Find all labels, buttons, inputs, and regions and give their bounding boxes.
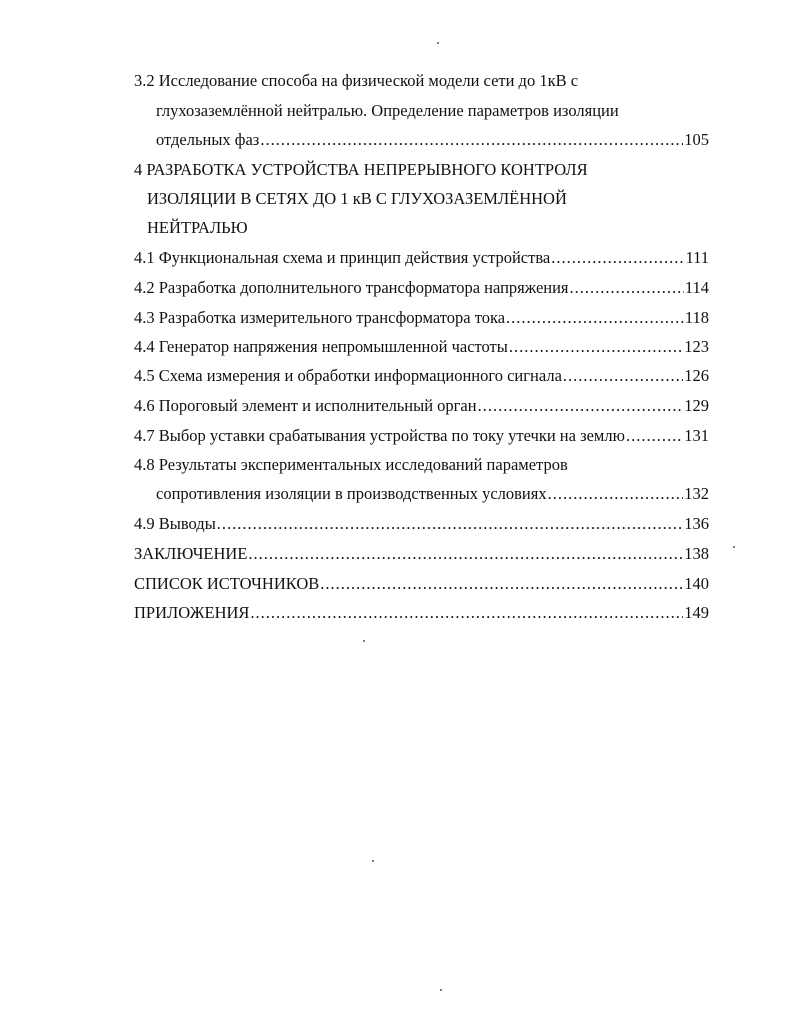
toc-entry-text: отдельных фаз xyxy=(156,130,260,149)
toc-entry-3-2-line-2 xyxy=(156,101,716,121)
toc-entry-4-1 xyxy=(134,248,709,268)
leader-dots xyxy=(217,514,683,534)
toc-entry-text: 4.9 Выводы xyxy=(134,514,216,533)
toc-entry-4-9 xyxy=(134,514,709,534)
toc-entry-4-4 xyxy=(134,337,709,357)
toc-chapter-4-line-1 xyxy=(134,160,714,180)
toc-page-number: 136 xyxy=(684,514,709,533)
toc-entry-text: глухозаземлённой нейтралью. Определение параметров изоляции xyxy=(156,101,619,120)
toc-entry-4-8-line-2 xyxy=(156,484,709,504)
toc-entry-4-6 xyxy=(134,396,709,416)
toc-chapter-4-line-3 xyxy=(147,218,714,238)
scan-speck xyxy=(733,546,735,548)
toc-entry-text: СПИСОК ИСТОЧНИКОВ xyxy=(134,574,320,593)
scan-speck xyxy=(440,989,442,991)
leader-dots xyxy=(509,337,683,357)
toc-entry-4-8-line-1 xyxy=(134,455,714,475)
leader-dots xyxy=(551,248,684,268)
toc-chapter-text: ИЗОЛЯЦИИ В СЕТЯХ ДО 1 кВ С ГЛУХОЗАЗЕМЛЁННОЙ xyxy=(147,189,567,208)
toc-entry-4-2 xyxy=(134,278,709,298)
toc-page-number: 114 xyxy=(684,278,709,297)
toc-entry-appendices xyxy=(134,603,709,623)
leader-dots xyxy=(248,544,683,564)
toc-entry-text: 4.2 Разработка дополнительного трансформатора напряжения xyxy=(134,278,569,297)
toc-entry-text: ЗАКЛЮЧЕНИЕ xyxy=(134,544,248,563)
toc-entry-3-2-line-3 xyxy=(156,130,709,150)
toc-entry-text: ПРИЛОЖЕНИЯ xyxy=(134,603,250,622)
leader-dots xyxy=(570,278,684,298)
leader-dots xyxy=(506,308,684,328)
leader-dots xyxy=(250,603,683,623)
toc-entry-text: 4.4 Генератор напряжения непромышленной частоты xyxy=(134,337,508,356)
toc-entry-text: 3.2 Исследование способа на физической модели сети до 1кВ с xyxy=(134,71,579,90)
toc-entry-text: 4.8 Результаты экспериментальных исследований параметров xyxy=(134,455,568,474)
toc-page-number: 131 xyxy=(684,426,709,445)
toc-page-number: 105 xyxy=(684,130,709,149)
toc-page-number: 138 xyxy=(684,544,709,563)
toc-entry-4-7 xyxy=(134,426,709,446)
toc-page-number: 126 xyxy=(684,366,709,385)
toc-page-number: 118 xyxy=(684,308,709,327)
toc-entry-text: 4.5 Схема измерения и обработки информационного сигнала xyxy=(134,366,562,385)
leader-dots xyxy=(478,396,684,416)
toc-entry-text: сопротивления изоляции в производственных условиях xyxy=(156,484,547,503)
toc-entry-sources xyxy=(134,574,709,594)
leader-dots xyxy=(626,426,683,446)
toc-chapter-text: НЕЙТРАЛЬЮ xyxy=(147,218,248,237)
leader-dots xyxy=(548,484,684,504)
scan-speck xyxy=(372,860,374,862)
leader-dots xyxy=(563,366,683,386)
toc-page-number: 132 xyxy=(684,484,709,503)
toc-page-number: 123 xyxy=(684,337,709,356)
toc-page-number: 111 xyxy=(685,248,709,267)
toc-page-number: 129 xyxy=(684,396,709,415)
toc-entry-4-3 xyxy=(134,308,709,328)
toc-entry-text: 4.7 Выбор уставки срабатывания устройства по току утечки на землю xyxy=(134,426,625,445)
toc-entry-4-5 xyxy=(134,366,709,386)
toc-entry-conclusion xyxy=(134,544,709,564)
toc-entry-text: 4.1 Функциональная схема и принцип действия устройства xyxy=(134,248,551,267)
toc-chapter-4-line-2 xyxy=(147,189,714,209)
toc-page-number: 140 xyxy=(684,574,709,593)
toc-entry-text: 4.3 Разработка измерительного трансформатора тока xyxy=(134,308,506,327)
leader-dots xyxy=(260,130,683,150)
scan-speck xyxy=(363,640,365,642)
scan-speck xyxy=(437,42,439,44)
toc-entry-text: 4.6 Пороговый элемент и исполнительный орган xyxy=(134,396,477,415)
leader-dots xyxy=(320,574,683,594)
toc-chapter-text: 4 РАЗРАБОТКА УСТРОЙСТВА НЕПРЕРЫВНОГО КОНТРОЛЯ xyxy=(134,160,588,179)
toc-entry-3-2-line-1 xyxy=(134,71,714,91)
toc-page-number: 149 xyxy=(684,603,709,622)
